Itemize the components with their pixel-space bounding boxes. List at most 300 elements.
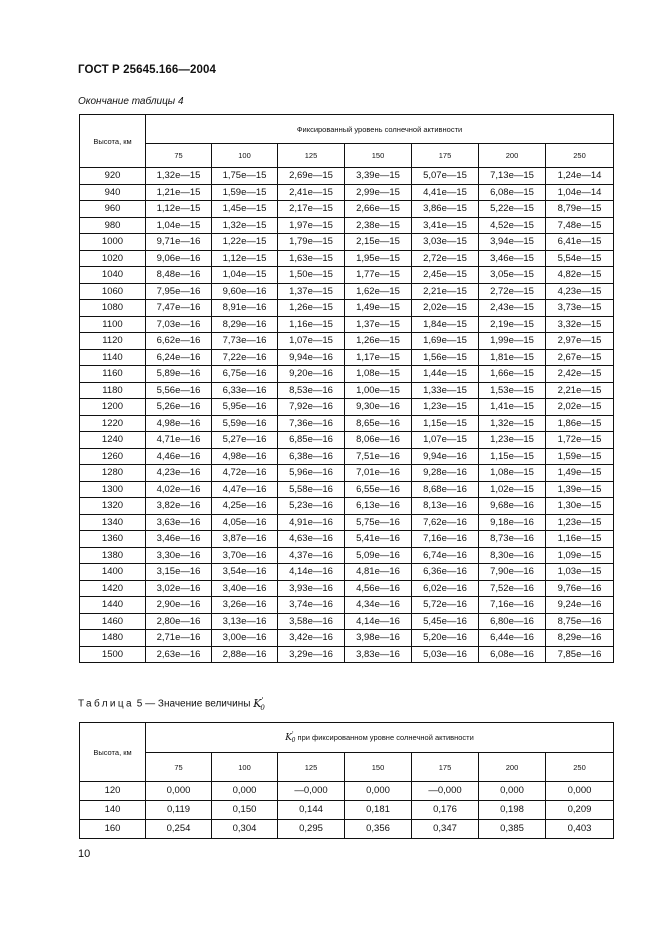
table-row [80, 801, 614, 820]
value-cell: 2,90е—16 [146, 597, 212, 614]
value-cell: 1,23е—15 [479, 432, 546, 449]
value-cell: 7,90е—16 [479, 564, 546, 581]
value-cell: 8,91е—16 [212, 300, 278, 317]
altitude-cell: 1480 [80, 630, 146, 647]
value-cell: 1,26е—15 [278, 300, 345, 317]
value-cell: 3,32е—15 [546, 316, 614, 333]
value-cell: 4,98е—16 [146, 415, 212, 432]
value-cell: 1,63е—15 [278, 250, 345, 267]
value-cell: 1,59е—15 [546, 448, 614, 465]
table4-level-header: 125 [278, 144, 345, 168]
value-cell: 2,15е—15 [345, 234, 412, 251]
table4-group-header: Фиксированный уровень солнечной активности [146, 115, 614, 144]
value-cell: 1,21е—15 [146, 184, 212, 201]
value-cell: 9,28е—16 [412, 465, 479, 482]
value-cell: 8,65е—16 [345, 415, 412, 432]
value-cell: 6,44е—16 [479, 630, 546, 647]
value-cell: 5,72е—16 [412, 597, 479, 614]
value-cell: 7,22е—16 [212, 349, 278, 366]
value-cell: 1,12е—15 [212, 250, 278, 267]
value-cell: 2,71е—16 [146, 630, 212, 647]
value-cell: 3,15е—16 [146, 564, 212, 581]
value-cell: 2,72е—15 [412, 250, 479, 267]
table-row [80, 613, 614, 630]
value-cell: 4,23е—16 [146, 465, 212, 482]
value-cell: 2,97е—15 [546, 333, 614, 350]
value-cell: 7,62е—16 [412, 514, 479, 531]
value-cell: 7,47е—16 [146, 300, 212, 317]
value-cell: 1,32е—15 [479, 415, 546, 432]
table-row [80, 498, 614, 515]
table-row [80, 201, 614, 218]
value-cell: 8,68е—16 [412, 481, 479, 498]
value-cell: 1,81е—15 [479, 349, 546, 366]
value-cell: 1,30е—15 [546, 498, 614, 515]
value-cell: 1,07е—15 [278, 333, 345, 350]
value-cell: 8,06е—16 [345, 432, 412, 449]
value-cell: 4,63е—16 [278, 531, 345, 548]
value-cell: 0,000 [212, 782, 278, 801]
altitude-cell: 1180 [80, 382, 146, 399]
value-cell: 1,39е—15 [546, 481, 614, 498]
value-cell: 1,62е—15 [345, 283, 412, 300]
value-cell: 3,70е—16 [212, 547, 278, 564]
value-cell: 1,56е—15 [412, 349, 479, 366]
table5-level-header: 175 [412, 753, 479, 782]
value-cell: 6,08е—15 [479, 184, 546, 201]
table-row [80, 366, 614, 383]
page-number: 10 [78, 848, 91, 860]
value-cell: 9,60е—16 [212, 283, 278, 300]
value-cell: 6,80е—16 [479, 613, 546, 630]
value-cell: 1,99е—15 [479, 333, 546, 350]
value-cell: 6,62е—16 [146, 333, 212, 350]
table5-group-header [146, 723, 614, 753]
altitude-cell: 1460 [80, 613, 146, 630]
table5-title-number: 5 [136, 698, 143, 710]
table-row [80, 782, 614, 801]
value-cell: 7,48е—15 [546, 217, 614, 234]
table-row [80, 399, 614, 416]
value-cell: 4,46е—16 [146, 448, 212, 465]
table-row [80, 448, 614, 465]
table-row [80, 630, 614, 647]
value-cell: 5,09е—16 [345, 547, 412, 564]
table-row [80, 547, 614, 564]
value-cell: 3,46е—15 [479, 250, 546, 267]
table-row [80, 267, 614, 284]
altitude-cell: 1240 [80, 432, 146, 449]
value-cell: 4,98е—16 [212, 448, 278, 465]
table-row [80, 432, 614, 449]
value-cell: 1,17е—15 [345, 349, 412, 366]
value-cell: 1,32е—15 [212, 217, 278, 234]
value-cell: 7,36е—16 [278, 415, 345, 432]
table5-title [78, 696, 265, 712]
value-cell: 1,59е—15 [212, 184, 278, 201]
value-cell: 6,33е—16 [212, 382, 278, 399]
table-row [80, 168, 614, 185]
value-cell: 2,99е—15 [345, 184, 412, 201]
value-cell: 7,95е—16 [146, 283, 212, 300]
value-cell: 5,07е—15 [412, 168, 479, 185]
value-cell: 2,80е—16 [146, 613, 212, 630]
value-cell: 1,04е—14 [546, 184, 614, 201]
value-cell: 0,304 [212, 820, 278, 839]
value-cell: 3,82е—16 [146, 498, 212, 515]
value-cell: 4,02е—16 [146, 481, 212, 498]
value-cell: 1,12е—15 [146, 201, 212, 218]
value-cell: 2,66е—15 [345, 201, 412, 218]
value-cell: 5,95е—16 [212, 399, 278, 416]
table-row [80, 234, 614, 251]
altitude-cell: 1220 [80, 415, 146, 432]
value-cell: 5,45е—16 [412, 613, 479, 630]
value-cell: 1,41е—15 [479, 399, 546, 416]
altitude-cell: 1340 [80, 514, 146, 531]
value-cell: 0,356 [345, 820, 412, 839]
value-cell: 3,30е—16 [146, 547, 212, 564]
value-cell: 3,42е—16 [278, 630, 345, 647]
value-cell: 0,000 [546, 782, 614, 801]
value-cell: 5,56е—16 [146, 382, 212, 399]
value-cell: 1,84е—15 [412, 316, 479, 333]
value-cell: 8,73е—16 [479, 531, 546, 548]
value-cell: 1,32е—15 [146, 168, 212, 185]
value-cell: 1,69е—15 [412, 333, 479, 350]
value-cell: 8,48е—16 [146, 267, 212, 284]
value-cell: 2,72е—15 [479, 283, 546, 300]
value-cell: 1,16е—15 [546, 531, 614, 548]
value-cell: 1,07е—15 [412, 432, 479, 449]
table-row [80, 349, 614, 366]
value-cell: 0,000 [345, 782, 412, 801]
value-cell: 5,03е—16 [412, 646, 479, 663]
value-cell: 6,85е—16 [278, 432, 345, 449]
altitude-cell: 1200 [80, 399, 146, 416]
value-cell: 3,02е—16 [146, 580, 212, 597]
value-cell: 3,40е—16 [212, 580, 278, 597]
value-cell: 3,46е—16 [146, 531, 212, 548]
value-cell: 5,23е—16 [278, 498, 345, 515]
table-row [80, 415, 614, 432]
value-cell: 7,13е—15 [479, 168, 546, 185]
value-cell: 1,53е—15 [479, 382, 546, 399]
value-cell: 9,24е—16 [546, 597, 614, 614]
value-cell: 4,14е—16 [278, 564, 345, 581]
value-cell: 6,38е—16 [278, 448, 345, 465]
value-cell: 5,26е—16 [146, 399, 212, 416]
value-cell: 5,59е—16 [212, 415, 278, 432]
table4-caption: Окончание таблицы 4 [78, 96, 184, 107]
altitude-cell: 1000 [80, 234, 146, 251]
value-cell: 3,58е—16 [278, 613, 345, 630]
k0-symbol-header: $K'_0$ [285, 730, 296, 745]
table-row [80, 580, 614, 597]
value-cell: 1,49е—15 [345, 300, 412, 317]
value-cell: 6,75е—16 [212, 366, 278, 383]
value-cell: 3,39е—15 [345, 168, 412, 185]
value-cell: —0,000 [412, 782, 479, 801]
altitude-cell: 120 [80, 782, 146, 801]
value-cell: 4,41е—15 [412, 184, 479, 201]
value-cell: 5,20е—16 [412, 630, 479, 647]
altitude-cell: 1320 [80, 498, 146, 515]
value-cell: 5,75е—16 [345, 514, 412, 531]
value-cell: 2,02е—15 [546, 399, 614, 416]
altitude-cell: 1420 [80, 580, 146, 597]
value-cell: 3,94е—15 [479, 234, 546, 251]
value-cell: 7,51е—16 [345, 448, 412, 465]
table4-level-header: 250 [546, 144, 614, 168]
value-cell: 1,16е—15 [278, 316, 345, 333]
value-cell: 1,77е—15 [345, 267, 412, 284]
value-cell: 2,67е—15 [546, 349, 614, 366]
value-cell: 6,36е—16 [412, 564, 479, 581]
value-cell: 0,295 [278, 820, 345, 839]
value-cell: 2,43е—15 [479, 300, 546, 317]
value-cell: 6,13е—16 [345, 498, 412, 515]
table-row [80, 250, 614, 267]
value-cell: 4,23е—15 [546, 283, 614, 300]
value-cell: 1,95е—15 [345, 250, 412, 267]
value-cell: 4,72е—16 [212, 465, 278, 482]
value-cell: —0,000 [278, 782, 345, 801]
altitude-cell: 940 [80, 184, 146, 201]
value-cell: 3,54е—16 [212, 564, 278, 581]
altitude-cell: 1440 [80, 597, 146, 614]
table-row [80, 564, 614, 581]
altitude-cell: 140 [80, 801, 146, 820]
value-cell: 3,13е—16 [212, 613, 278, 630]
value-cell: 7,92е—16 [278, 399, 345, 416]
value-cell: 6,55е—16 [345, 481, 412, 498]
altitude-cell: 980 [80, 217, 146, 234]
value-cell: 0,385 [479, 820, 546, 839]
table5-level-header: 200 [479, 753, 546, 782]
value-cell: 0,176 [412, 801, 479, 820]
table-row [80, 646, 614, 663]
value-cell: 7,03е—16 [146, 316, 212, 333]
value-cell: 8,75е—16 [546, 613, 614, 630]
value-cell: 9,94е—16 [412, 448, 479, 465]
value-cell: 6,02е—16 [412, 580, 479, 597]
value-cell: 1,26е—15 [345, 333, 412, 350]
value-cell: 2,38е—15 [345, 217, 412, 234]
value-cell: 1,22е—15 [212, 234, 278, 251]
value-cell: 4,82е—15 [546, 267, 614, 284]
value-cell: 9,30е—16 [345, 399, 412, 416]
altitude-cell: 960 [80, 201, 146, 218]
value-cell: 2,69е—15 [278, 168, 345, 185]
value-cell: 2,17е—15 [278, 201, 345, 218]
value-cell: 1,86е—15 [546, 415, 614, 432]
table5-level-header: 125 [278, 753, 345, 782]
value-cell: 4,14е—16 [345, 613, 412, 630]
value-cell: 1,97е—15 [278, 217, 345, 234]
altitude-cell: 1380 [80, 547, 146, 564]
altitude-cell: 1280 [80, 465, 146, 482]
table-row [80, 481, 614, 498]
value-cell: 0,254 [146, 820, 212, 839]
value-cell: 0,144 [278, 801, 345, 820]
altitude-cell: 1120 [80, 333, 146, 350]
value-cell: 0,000 [146, 782, 212, 801]
value-cell: 4,25е—16 [212, 498, 278, 515]
altitude-cell: 160 [80, 820, 146, 839]
value-cell: 4,47е—16 [212, 481, 278, 498]
table4-level-header: 75 [146, 144, 212, 168]
value-cell: 9,76е—16 [546, 580, 614, 597]
value-cell: 1,02е—15 [479, 481, 546, 498]
value-cell: 6,74е—16 [412, 547, 479, 564]
value-cell: 1,45е—15 [212, 201, 278, 218]
altitude-cell: 1140 [80, 349, 146, 366]
value-cell: 3,87е—16 [212, 531, 278, 548]
value-cell: 1,66е—15 [479, 366, 546, 383]
table4-level-header: 175 [412, 144, 479, 168]
k0-symbol: $K'_0$ [253, 696, 265, 712]
altitude-cell: 1400 [80, 564, 146, 581]
value-cell: 0,150 [212, 801, 278, 820]
value-cell: 9,06е—16 [146, 250, 212, 267]
value-cell: 6,08е—16 [479, 646, 546, 663]
value-cell: 5,22е—15 [479, 201, 546, 218]
value-cell: 9,68е—16 [479, 498, 546, 515]
value-cell: 2,21е—15 [546, 382, 614, 399]
value-cell: 1,15е—15 [479, 448, 546, 465]
table-row [80, 316, 614, 333]
value-cell: 3,00е—16 [212, 630, 278, 647]
value-cell: 9,94е—16 [278, 349, 345, 366]
value-cell: 0,000 [479, 782, 546, 801]
value-cell: 1,23е—15 [412, 399, 479, 416]
value-cell: 2,41е—15 [278, 184, 345, 201]
value-cell: 4,91е—16 [278, 514, 345, 531]
value-cell: 1,04е—15 [146, 217, 212, 234]
value-cell: 2,63е—16 [146, 646, 212, 663]
altitude-cell: 1500 [80, 646, 146, 663]
value-cell: 9,71е—16 [146, 234, 212, 251]
table-row [80, 184, 614, 201]
value-cell: 7,01е—16 [345, 465, 412, 482]
value-cell: 1,00е—15 [345, 382, 412, 399]
value-cell: 5,58е—16 [278, 481, 345, 498]
value-cell: 1,03е—15 [546, 564, 614, 581]
value-cell: 2,88е—16 [212, 646, 278, 663]
value-cell: 5,27е—16 [212, 432, 278, 449]
value-cell: 1,08е—15 [345, 366, 412, 383]
value-cell: 3,03е—15 [412, 234, 479, 251]
table-row [80, 514, 614, 531]
value-cell: 1,37е—15 [345, 316, 412, 333]
value-cell: 7,16е—16 [412, 531, 479, 548]
value-cell: 1,15е—15 [412, 415, 479, 432]
altitude-cell: 1260 [80, 448, 146, 465]
value-cell: 5,54е—15 [546, 250, 614, 267]
table-row [80, 597, 614, 614]
value-cell: 5,89е—16 [146, 366, 212, 383]
value-cell: 2,21е—15 [412, 283, 479, 300]
altitude-cell: 1060 [80, 283, 146, 300]
value-cell: 3,98е—16 [345, 630, 412, 647]
value-cell: 1,24е—14 [546, 168, 614, 185]
table4-altitude-header: Высота, км [80, 115, 146, 168]
value-cell: 7,52е—16 [479, 580, 546, 597]
value-cell: 8,53е—16 [278, 382, 345, 399]
value-cell: 8,29е—16 [212, 316, 278, 333]
value-cell: 2,42е—15 [546, 366, 614, 383]
table4-level-header: 100 [212, 144, 278, 168]
altitude-cell: 1300 [80, 481, 146, 498]
table5-title-text: — Значение величины [145, 698, 251, 710]
value-cell: 5,41е—16 [345, 531, 412, 548]
table-row [80, 820, 614, 839]
value-cell: 3,26е—16 [212, 597, 278, 614]
table-row [80, 333, 614, 350]
value-cell: 1,72е—15 [546, 432, 614, 449]
value-cell: 4,34е—16 [345, 597, 412, 614]
value-cell: 4,71е—16 [146, 432, 212, 449]
altitude-cell: 920 [80, 168, 146, 185]
value-cell: 1,08е—15 [479, 465, 546, 482]
value-cell: 1,79е—15 [278, 234, 345, 251]
value-cell: 4,56е—16 [345, 580, 412, 597]
value-cell: 3,41е—15 [412, 217, 479, 234]
table-row [80, 217, 614, 234]
value-cell: 3,74е—16 [278, 597, 345, 614]
value-cell: 1,37е—15 [278, 283, 345, 300]
value-cell: 8,13е—16 [412, 498, 479, 515]
value-cell: 2,45е—15 [412, 267, 479, 284]
altitude-cell: 1020 [80, 250, 146, 267]
value-cell: 2,19е—15 [479, 316, 546, 333]
value-cell: 8,29е—16 [546, 630, 614, 647]
value-cell: 9,18е—16 [479, 514, 546, 531]
value-cell: 8,79е—15 [546, 201, 614, 218]
value-cell: 7,85е—16 [546, 646, 614, 663]
table4-level-header: 200 [479, 144, 546, 168]
altitude-cell: 1160 [80, 366, 146, 383]
value-cell: 1,23е—15 [546, 514, 614, 531]
value-cell: 4,05е—16 [212, 514, 278, 531]
value-cell: 7,16е—16 [479, 597, 546, 614]
altitude-cell: 1360 [80, 531, 146, 548]
value-cell: 8,30е—16 [479, 547, 546, 564]
table5-level-header: 250 [546, 753, 614, 782]
value-cell: 1,33е—15 [412, 382, 479, 399]
value-cell: 5,96е—16 [278, 465, 345, 482]
table-row [80, 465, 614, 482]
value-cell: 0,119 [146, 801, 212, 820]
value-cell: 0,403 [546, 820, 614, 839]
value-cell: 3,29е—16 [278, 646, 345, 663]
value-cell: 7,73е—16 [212, 333, 278, 350]
table5-altitude-header: Высота, км [80, 723, 146, 782]
table4 [79, 114, 614, 663]
table-row [80, 283, 614, 300]
altitude-cell: 1040 [80, 267, 146, 284]
table5-title-word: Таблица [78, 698, 135, 710]
value-cell: 0,209 [546, 801, 614, 820]
value-cell: 3,86е—15 [412, 201, 479, 218]
value-cell: 1,50е—15 [278, 267, 345, 284]
table5 [79, 722, 614, 839]
value-cell: 0,347 [412, 820, 479, 839]
altitude-cell: 1080 [80, 300, 146, 317]
value-cell: 1,49е—15 [546, 465, 614, 482]
value-cell: 3,63е—16 [146, 514, 212, 531]
